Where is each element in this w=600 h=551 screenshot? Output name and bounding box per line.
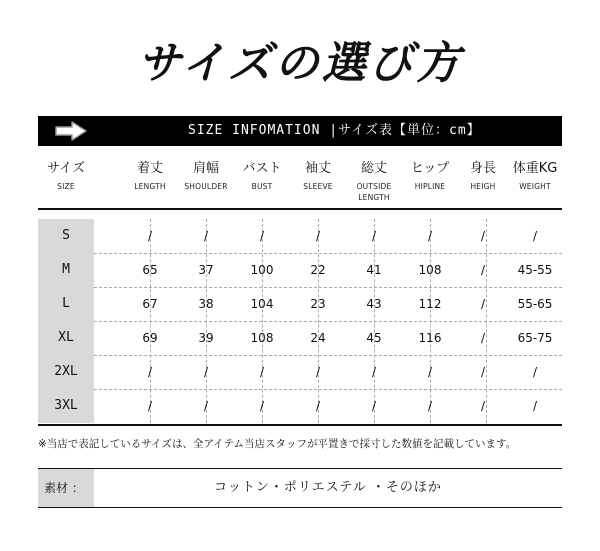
header-sublabel: SLEEVE — [303, 182, 333, 191]
header-sleeve — [290, 160, 346, 192]
cell-weight: / — [532, 229, 538, 243]
header-length — [122, 160, 178, 192]
cell-length: / — [147, 365, 153, 379]
header-sublabel: OUTSIDE LENGTH — [356, 182, 392, 202]
cell-hipline: / — [427, 365, 433, 379]
size-label: XL — [58, 330, 74, 345]
page-title: サイズの選び方 — [137, 38, 463, 89]
cell-hipline: 108 — [418, 263, 442, 277]
header-sublabel: LENGTH — [134, 182, 166, 191]
cell-weight: 45-55 — [517, 263, 553, 277]
size-label: L — [62, 296, 70, 311]
header-divider — [38, 208, 562, 210]
cell-hipline: 112 — [418, 297, 442, 311]
cell-weight: 55-65 — [517, 297, 553, 311]
cell-length: 67 — [142, 297, 158, 311]
table-header — [38, 160, 562, 208]
cell-sleeve: / — [315, 229, 321, 243]
header-height — [458, 160, 508, 192]
header-label: 袖丈 — [304, 161, 331, 176]
material-value: コットン・ポリエステル ・そのほか — [214, 480, 442, 495]
cell-outside-length: 41 — [366, 263, 382, 277]
cell-hipline: / — [427, 229, 433, 243]
size-table — [38, 219, 562, 423]
cell-bust: 104 — [250, 297, 274, 311]
cell-outside-length: / — [371, 229, 377, 243]
cell-bust: / — [259, 365, 265, 379]
size-label: M — [62, 262, 70, 277]
cell-weight: / — [532, 399, 538, 413]
material-row — [38, 468, 562, 508]
cell-bust: 108 — [250, 331, 274, 345]
cell-sleeve: 23 — [310, 297, 326, 311]
size-label: 2XL — [54, 364, 78, 379]
header-sublabel: BUST — [251, 182, 273, 191]
cell-outside-length: 43 — [366, 297, 382, 311]
header-label: ヒップ — [410, 161, 450, 176]
cell-hipline: 116 — [418, 331, 442, 345]
cell-sleeve: 24 — [310, 331, 326, 345]
cell-bust: 100 — [250, 263, 274, 277]
header-label: 着丈 — [136, 161, 163, 176]
table-row — [38, 219, 562, 253]
cell-outside-length: / — [371, 399, 377, 413]
cell-length: 65 — [142, 263, 158, 277]
banner-text: SIZE INFOMATION |サイズ表【単位：cm】 — [188, 123, 481, 138]
cell-weight: 65-75 — [517, 331, 553, 345]
table-row — [38, 321, 562, 355]
header-sublabel: WEIGHT — [519, 182, 551, 191]
measurement-note: ※当店で表記しているサイズは、全アイテム当店スタッフが平置きで採寸した数値を記載しています。 — [38, 438, 517, 450]
header-outside-length — [346, 160, 402, 203]
cell-height: / — [480, 331, 486, 345]
cell-height: / — [480, 297, 486, 311]
header-hipline — [402, 160, 458, 192]
header-label: サイズ — [47, 161, 85, 176]
cell-shoulder: / — [203, 229, 209, 243]
size-label: 3XL — [54, 398, 78, 413]
header-label: 肩幅 — [192, 161, 219, 176]
cell-shoulder: / — [203, 399, 209, 413]
table-row — [38, 287, 562, 321]
cell-shoulder: 39 — [198, 331, 214, 345]
header-shoulder — [178, 160, 234, 192]
cell-weight: / — [532, 365, 538, 379]
header-label: 身長 — [469, 161, 496, 176]
cell-sleeve: 22 — [310, 263, 326, 277]
size-label: S — [62, 228, 70, 243]
section-banner — [38, 116, 562, 146]
cell-hipline: / — [427, 399, 433, 413]
cell-height: / — [480, 229, 486, 243]
header-sublabel: HEIGH — [470, 182, 496, 191]
cell-length: / — [147, 229, 153, 243]
cell-bust: / — [259, 229, 265, 243]
cell-outside-length: 45 — [366, 331, 382, 345]
cell-shoulder: 38 — [198, 297, 214, 311]
header-bust — [234, 160, 290, 192]
table-bottom-divider — [38, 424, 562, 426]
cell-height: / — [480, 399, 486, 413]
header-sublabel: HIPLINE — [414, 182, 446, 191]
header-label: 総丈 — [360, 161, 387, 176]
table-row — [38, 253, 562, 287]
header-label: 体重KG — [512, 161, 558, 176]
cell-bust: / — [259, 399, 265, 413]
table-row — [38, 389, 562, 423]
header-size — [38, 160, 94, 192]
cell-shoulder: / — [203, 365, 209, 379]
cell-shoulder: 37 — [198, 263, 214, 277]
cell-sleeve: / — [315, 365, 321, 379]
header-label: バスト — [242, 161, 282, 176]
header-sublabel: SIZE — [57, 182, 75, 191]
cell-height: / — [480, 263, 486, 277]
arrow-right-icon — [54, 121, 88, 141]
header-weight — [508, 160, 562, 192]
cell-length: 69 — [142, 331, 158, 345]
cell-length: / — [147, 399, 153, 413]
cell-sleeve: / — [315, 399, 321, 413]
material-label: 素材 ： — [38, 469, 94, 507]
table-row — [38, 355, 562, 389]
cell-height: / — [480, 365, 486, 379]
cell-outside-length: / — [371, 365, 377, 379]
header-sublabel: SHOULDER — [184, 182, 228, 191]
